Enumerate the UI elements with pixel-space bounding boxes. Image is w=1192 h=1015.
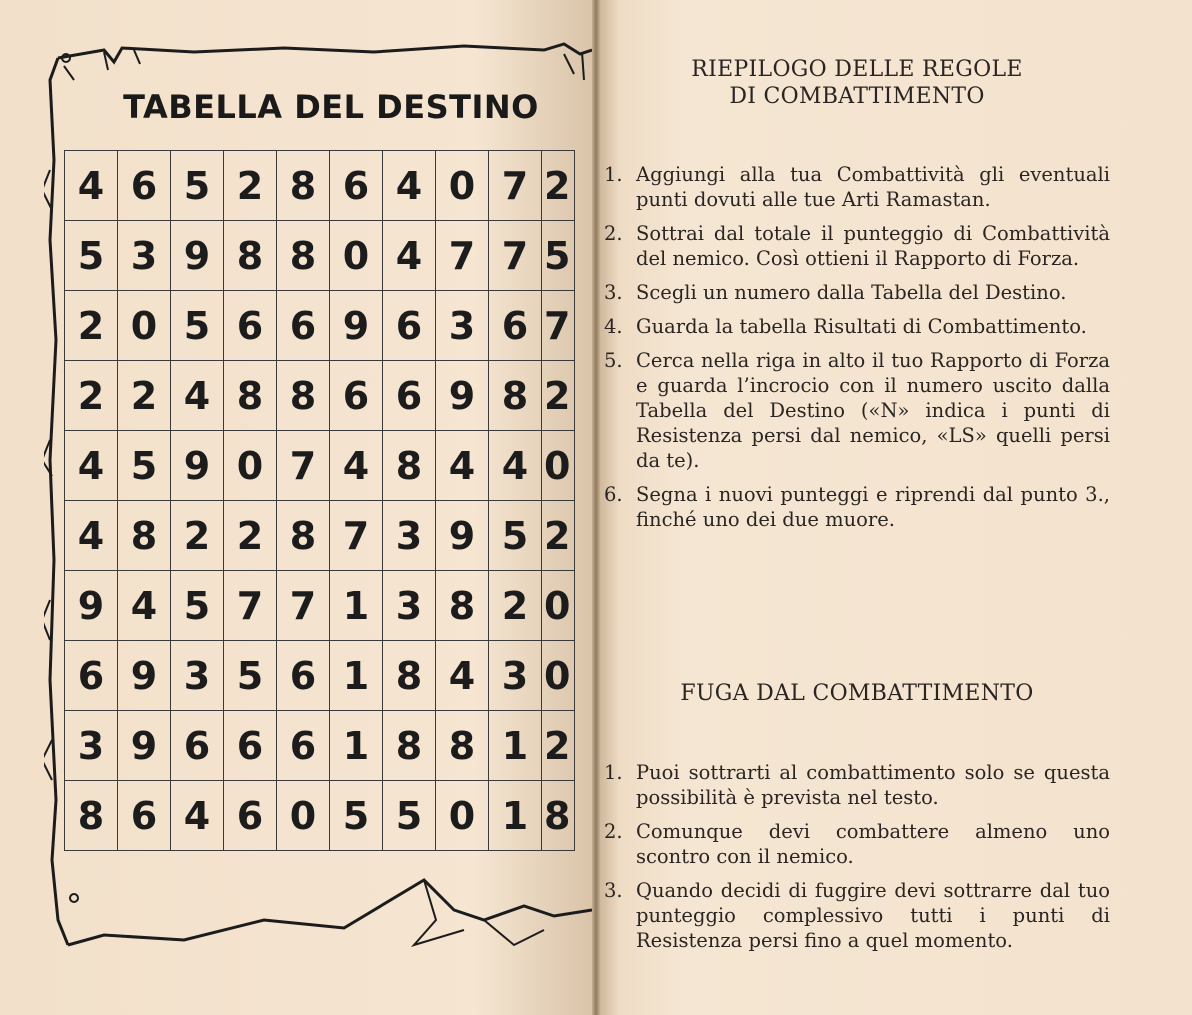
table-cell: 7 (489, 221, 542, 291)
rule-item (600, 280, 1110, 305)
table-cell: 5 (489, 501, 542, 571)
table-cell: 0 (542, 431, 575, 501)
table-cell: 7 (542, 291, 575, 361)
rule-text: Quando decidi di fuggire devi sottrarre dal tuo punteggio complessivo tutti i punti di Resistenza persi fino a quel momento. (636, 879, 1110, 952)
table-cell: 6 (383, 361, 436, 431)
table-cell: 3 (489, 641, 542, 711)
table-cell: 8 (489, 361, 542, 431)
rule-number: 3. (604, 879, 623, 902)
table-cell: 8 (224, 361, 277, 431)
table-cell: 0 (436, 781, 489, 851)
table-cell: 8 (118, 501, 171, 571)
book-gutter (592, 0, 600, 1015)
table-cell: 8 (277, 151, 330, 221)
table-cell: 2 (118, 361, 171, 431)
table-cell: 9 (171, 431, 224, 501)
rule-number: 1. (604, 761, 623, 784)
escape-rules-list (600, 760, 1110, 962)
table-cell: 5 (171, 151, 224, 221)
table-cell: 4 (330, 431, 383, 501)
table-cell: 3 (383, 571, 436, 641)
table-cell: 2 (489, 571, 542, 641)
table-cell: 5 (383, 781, 436, 851)
table-cell: 0 (277, 781, 330, 851)
table-cell: 0 (542, 571, 575, 641)
table-cell: 0 (118, 291, 171, 361)
rule-item (600, 162, 1110, 212)
table-cell: 8 (542, 781, 575, 851)
table-cell: 9 (118, 711, 171, 781)
table-cell: 3 (436, 291, 489, 361)
table-cell: 1 (489, 781, 542, 851)
table-cell: 4 (489, 431, 542, 501)
table-cell: 4 (118, 571, 171, 641)
table-cell: 4 (436, 641, 489, 711)
table-cell: 6 (224, 711, 277, 781)
rule-item (600, 348, 1110, 473)
table-cell: 2 (542, 501, 575, 571)
table-row (65, 431, 575, 501)
table-cell: 7 (277, 431, 330, 501)
table-row (65, 221, 575, 291)
table-cell: 7 (330, 501, 383, 571)
table-row (65, 361, 575, 431)
table-cell: 5 (542, 221, 575, 291)
table-cell: 6 (224, 781, 277, 851)
rule-text: Scegli un numero dalla Tabella del Destino. (636, 281, 1067, 304)
table-row (65, 291, 575, 361)
table-cell: 6 (277, 291, 330, 361)
rule-item (600, 760, 1110, 810)
table-cell: 0 (330, 221, 383, 291)
rule-number: 6. (604, 483, 623, 506)
table-cell: 6 (118, 151, 171, 221)
table-cell: 6 (330, 151, 383, 221)
rule-item (600, 221, 1110, 271)
table-cell: 6 (118, 781, 171, 851)
table-cell: 3 (383, 501, 436, 571)
table-cell: 4 (171, 361, 224, 431)
table-cell: 6 (489, 291, 542, 361)
combat-rules-heading (612, 56, 1102, 110)
table-cell: 8 (277, 221, 330, 291)
table-row (65, 781, 575, 851)
combat-rules-heading-line2: DI COMBATTIMENTO (729, 84, 985, 109)
table-cell: 9 (118, 641, 171, 711)
table-cell: 5 (171, 291, 224, 361)
table-title: TABELLA DEL DESTINO (123, 88, 539, 126)
table-cell: 8 (436, 571, 489, 641)
combat-rules-list (600, 162, 1110, 541)
table-cell: 5 (330, 781, 383, 851)
rule-text: Puoi sottrarti al combattimento solo se questa possibilità è prevista nel testo. (636, 761, 1110, 809)
table-cell: 9 (436, 361, 489, 431)
table-row (65, 571, 575, 641)
table-cell: 6 (65, 641, 118, 711)
rule-number: 2. (604, 820, 623, 843)
rule-item (600, 878, 1110, 953)
table-cell: 2 (65, 291, 118, 361)
rule-text: Aggiungi alla tua Combattività gli eventuali punti dovuti alle tue Arti Ramastan. (636, 163, 1110, 211)
table-row (65, 711, 575, 781)
rule-text: Guarda la tabella Risultati di Combattimento. (636, 315, 1087, 338)
table-cell: 4 (383, 151, 436, 221)
table-cell: 6 (171, 711, 224, 781)
table-cell: 0 (436, 151, 489, 221)
escape-heading: FUGA DAL COMBATTIMENTO (680, 681, 1034, 706)
table-cell: 2 (542, 711, 575, 781)
table-cell: 9 (65, 571, 118, 641)
table-cell: 1 (330, 641, 383, 711)
table-cell: 9 (171, 221, 224, 291)
table-cell: 8 (277, 501, 330, 571)
rule-item (600, 482, 1110, 532)
table-cell: 5 (224, 641, 277, 711)
table-cell: 1 (489, 711, 542, 781)
table-cell: 2 (65, 361, 118, 431)
rule-number: 4. (604, 315, 623, 338)
table-cell: 8 (224, 221, 277, 291)
table-cell: 1 (330, 571, 383, 641)
table-cell: 6 (383, 291, 436, 361)
rule-number: 3. (604, 281, 623, 304)
rule-item (600, 819, 1110, 869)
table-cell: 4 (171, 781, 224, 851)
random-number-table (64, 150, 575, 851)
table-cell: 0 (224, 431, 277, 501)
table-cell: 4 (65, 431, 118, 501)
table-cell: 8 (383, 431, 436, 501)
combat-rules-heading-line1: RIEPILOGO DELLE REGOLE (691, 57, 1023, 82)
table-cell: 6 (224, 291, 277, 361)
table-cell: 8 (65, 781, 118, 851)
table-cell: 5 (65, 221, 118, 291)
table-cell: 2 (224, 501, 277, 571)
table-cell: 2 (542, 361, 575, 431)
table-row (65, 151, 575, 221)
rule-text: Comunque devi combattere almeno uno scontro con il nemico. (636, 820, 1110, 868)
table-cell: 7 (224, 571, 277, 641)
table-cell: 2 (224, 151, 277, 221)
table-cell: 6 (277, 641, 330, 711)
table-cell: 2 (171, 501, 224, 571)
table-cell: 7 (277, 571, 330, 641)
table-cell: 3 (65, 711, 118, 781)
table-cell: 9 (436, 501, 489, 571)
table-cell: 4 (65, 501, 118, 571)
table-row (65, 501, 575, 571)
table-cell: 0 (542, 641, 575, 711)
table-cell: 8 (277, 361, 330, 431)
table-cell: 4 (436, 431, 489, 501)
table-cell: 5 (118, 431, 171, 501)
table-cell: 4 (65, 151, 118, 221)
table-cell: 6 (330, 361, 383, 431)
table-cell: 3 (118, 221, 171, 291)
rule-text: Cerca nella riga in alto il tuo Rapporto di Forza e guarda l’incrocio con il numero uscito dalla Tabella del Destino («N» indica i punti di Resistenza persi dal nemico, «LS» quelli persi da te). (636, 349, 1110, 472)
table-cell: 4 (383, 221, 436, 291)
rule-item (600, 314, 1110, 339)
table-cell: 8 (383, 641, 436, 711)
table-cell: 3 (171, 641, 224, 711)
rule-number: 5. (604, 349, 623, 372)
rule-text: Segna i nuovi punteggi e riprendi dal punto 3., finché uno dei due muore. (636, 483, 1110, 531)
rule-text: Sottrai dal totale il punteggio di Combattività del nemico. Così ottieni il Rapporto di Forza. (636, 222, 1110, 270)
table-cell: 2 (542, 151, 575, 221)
table-cell: 7 (436, 221, 489, 291)
table-cell: 8 (436, 711, 489, 781)
table-cell: 1 (330, 711, 383, 781)
table-cell: 9 (330, 291, 383, 361)
rule-number: 2. (604, 222, 623, 245)
table-row (65, 641, 575, 711)
table-cell: 5 (171, 571, 224, 641)
table-cell: 6 (277, 711, 330, 781)
rule-number: 1. (604, 163, 623, 186)
table-cell: 7 (489, 151, 542, 221)
table-cell: 8 (383, 711, 436, 781)
